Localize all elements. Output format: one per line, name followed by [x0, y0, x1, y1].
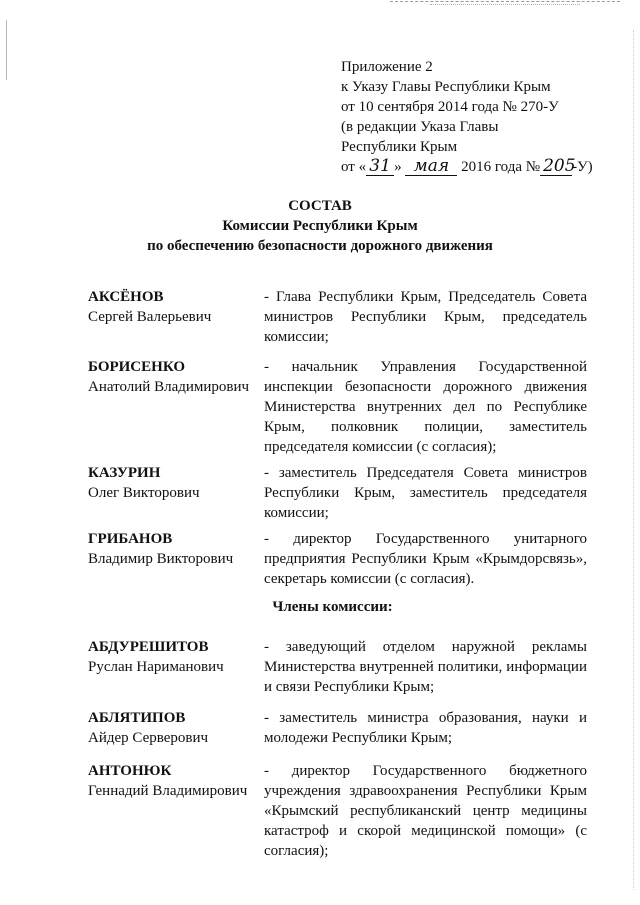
surname: КАЗУРИН [88, 465, 161, 481]
position-description: - заведующий отделом наружной рекламы Министерства внутренней политики, информации и связи Республики Крым; [264, 639, 587, 695]
given-name: Сергей Валерьевич [88, 309, 212, 325]
commission-name: Комиссии Республики Крым [222, 218, 418, 234]
document-header [0, 196, 640, 256]
person-name [88, 529, 263, 569]
given-name: Владимир Викторович [88, 551, 234, 567]
date-year: 2016 года № [461, 159, 541, 175]
position-description: - заместитель Председателя Совета министров Республики Крым, заместитель председателя комиссии; [264, 465, 587, 521]
scan-edge-mark [390, 1, 620, 2]
surname: АБДУРЕШИТОВ [88, 639, 209, 655]
position-description: - директор Государственного бюджетного учреждения здравоохранения Республики Крым «Крымский республиканский центр медицины катастроф и скорой медицинской помощи» (с согласия); [264, 763, 587, 859]
appendix-line: от 10 сентября 2014 года № 270-У [341, 99, 559, 115]
surname: АНТОНЮК [88, 763, 172, 779]
appendix-line: Республики Крым [341, 139, 458, 155]
appendix-date-line [341, 157, 611, 177]
position-description: - директор Государственного унитарного предприятия Республики Крым «Крымдорсвязь», секретарь комиссии (с согласия). [264, 531, 587, 587]
given-name: Геннадий Владимирович [88, 783, 248, 799]
surname: АКСЁНОВ [88, 289, 164, 305]
date-mid: » [394, 159, 402, 175]
members-heading: Члены комиссии: [272, 599, 393, 615]
document-title: СОСТАВ [288, 198, 352, 214]
surname: БОРИСЕНКО [88, 359, 185, 375]
handwritten-number: 205 [540, 158, 572, 176]
given-name: Айдер Серверович [88, 730, 209, 746]
appendix-line: (в редакции Указа Главы [341, 119, 499, 135]
surname: ГРИБАНОВ [88, 531, 173, 547]
date-suffix: -У) [572, 159, 593, 175]
scan-edge-mark [430, 4, 580, 5]
position-description: - заместитель министра образования, науки и молодежи Республики Крым; [264, 710, 587, 746]
person-name [88, 463, 263, 503]
given-name: Олег Викторович [88, 485, 200, 501]
appendix-block [341, 57, 611, 177]
person-name [88, 357, 263, 397]
person-name [88, 761, 263, 801]
person-name [88, 637, 263, 677]
position-description: - начальник Управления Государственной инспекции безопасности дорожного движения Министерства внутренних дел по Республике Крым, полковник полиции, заместитель председателя комиссии (с согласия); [264, 359, 587, 455]
handwritten-month: мая [405, 158, 457, 176]
surname: АБЛЯТИПОВ [88, 710, 186, 726]
person-name [88, 287, 263, 327]
scan-edge-mark [6, 20, 7, 80]
given-name: Руслан Нариманович [88, 659, 224, 675]
commission-purpose: по обеспечению безопасности дорожного движения [147, 238, 493, 254]
given-name: Анатолий Владимирович [88, 379, 250, 395]
appendix-line: Приложение 2 [341, 59, 433, 75]
appendix-line: к Указу Главы Республики Крым [341, 79, 551, 95]
date-prefix: от « [341, 159, 367, 175]
handwritten-day: 31 [366, 158, 394, 176]
person-name [88, 708, 263, 748]
scan-edge-mark [633, 30, 634, 890]
position-description: - Глава Республики Крым, Председатель Совета министров Республики Крым, председатель комиссии; [264, 289, 587, 345]
